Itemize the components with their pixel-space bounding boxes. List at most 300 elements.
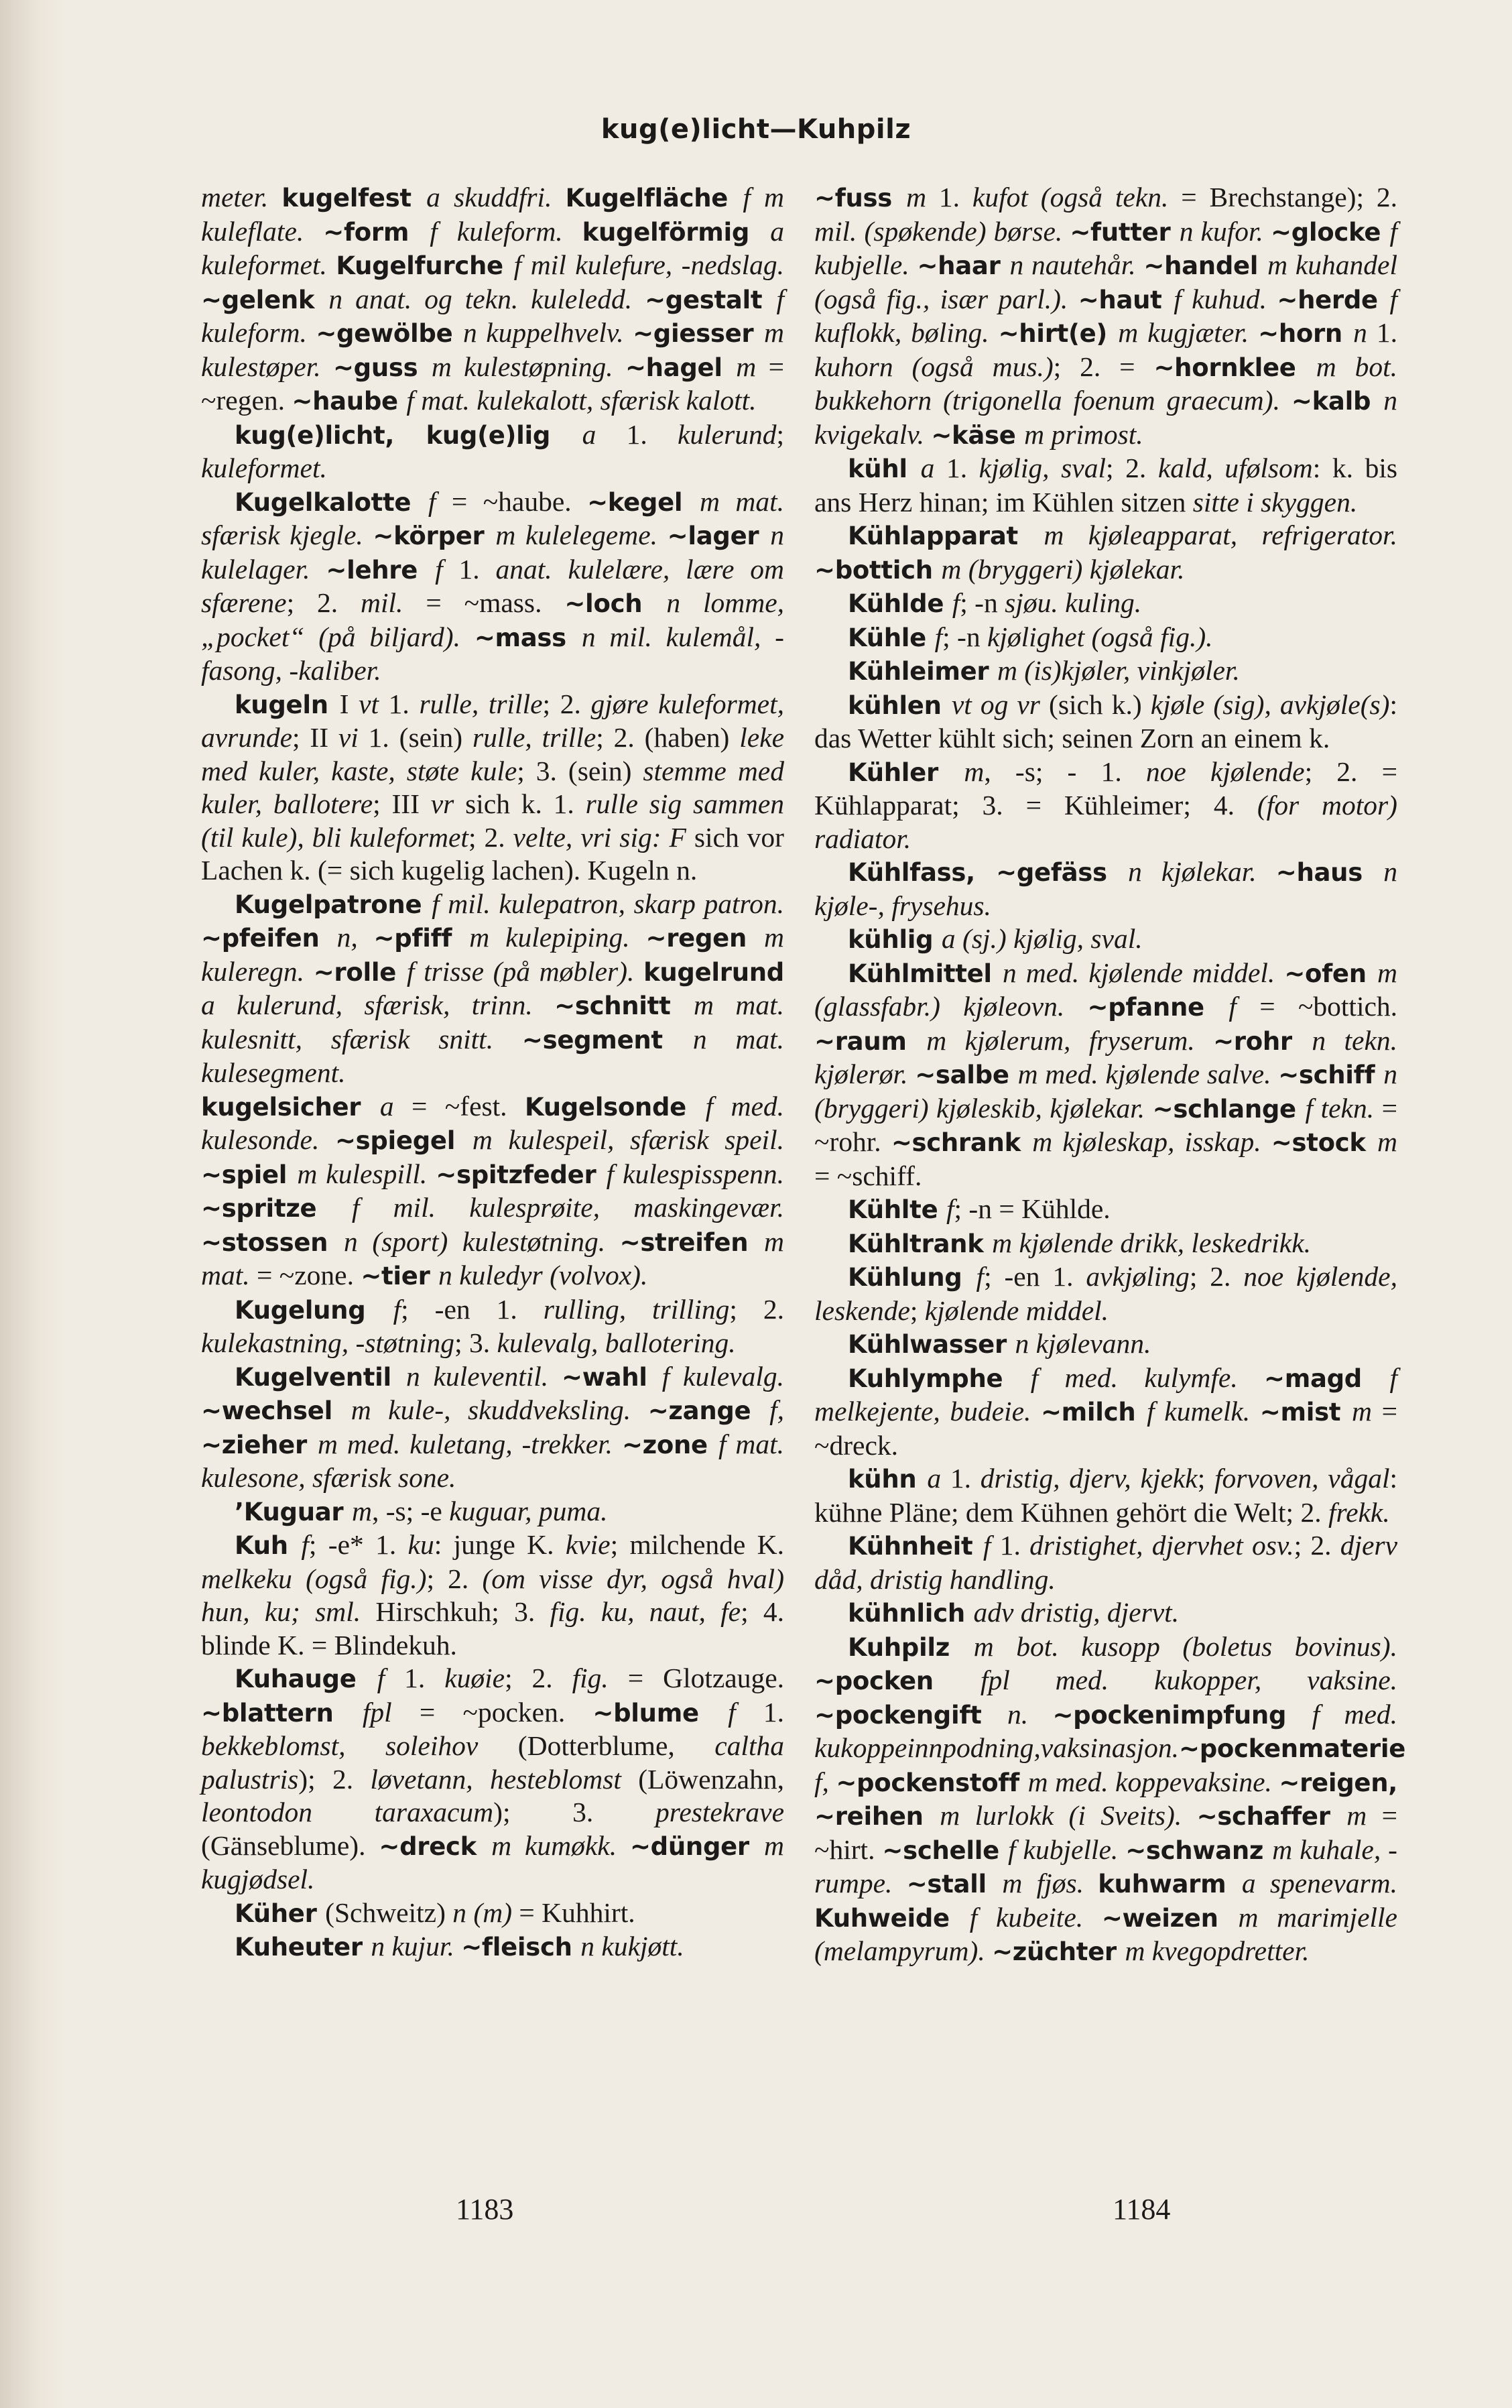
- headword: ~tier: [361, 1262, 439, 1290]
- entry-text: m (glassfabr.) kjøleovn.: [814, 957, 1397, 1022]
- entry-text: fpl: [362, 1696, 420, 1728]
- entry-text: n.: [1007, 1698, 1053, 1730]
- entry-text: djerv dåd, dristig handling.: [814, 1530, 1398, 1595]
- entry-text: n med. kjølende middel.: [1003, 957, 1285, 988]
- right-column: [814, 181, 1406, 1969]
- headword: Kugelpatrone: [235, 890, 432, 919]
- entry-text: mil.: [361, 587, 426, 618]
- entry-text: sich vor Lachen k. (= sich kugelig lachen). Kugeln n.: [201, 821, 784, 886]
- entry-text: n tekn. kjølerør.: [814, 1024, 1397, 1089]
- headword: ~rolle: [313, 957, 407, 987]
- entry-text: ; 3. (sein): [517, 755, 643, 786]
- headword: ~spiegel: [334, 1126, 472, 1155]
- entry-text: m: [1352, 1396, 1382, 1427]
- entry-text: m med. kjølende salve.: [1017, 1059, 1279, 1089]
- entry-text: m: [964, 756, 985, 787]
- entry-text: ; 2. = Kühlapparat; 3. = Kühleimer; 4.: [814, 756, 1397, 821]
- headword: ~pockenimpfung: [1052, 1700, 1312, 1730]
- entry-text: = Brechstange); 2.: [1181, 182, 1397, 213]
- headword: ~fuss: [814, 184, 907, 213]
- entry-text: m kulestøpning.: [431, 351, 625, 382]
- headword: ~körper: [373, 522, 496, 550]
- entry-text: 1.: [626, 418, 678, 450]
- dictionary-entry: [201, 485, 784, 688]
- entry-text: meter.: [201, 182, 282, 213]
- entry-text: f,: [769, 1394, 784, 1425]
- entry-text: f kuflokk, bøling.: [814, 283, 1397, 348]
- entry-text: adv dristig, djervt.: [973, 1597, 1180, 1628]
- entry-text: n mat. kulesegment.: [201, 1023, 784, 1088]
- headword: Kugelfläche: [565, 184, 743, 213]
- dictionary-entry: [814, 756, 1397, 856]
- dictionary-entry: [814, 922, 1397, 957]
- headword: ~pfanne: [1087, 993, 1229, 1022]
- entry-text: 1.: [404, 1663, 445, 1693]
- entry-text: m (bryggeri) kjølekar.: [941, 553, 1185, 585]
- entry-text: : kühne Pläne; dem Kühnen gehört die Welt; 2.: [814, 1463, 1398, 1528]
- entry-text: m kulelegeme.: [495, 520, 668, 550]
- entry-text: m mat.: [201, 1225, 784, 1290]
- headword: ~spitzfeder: [436, 1160, 607, 1189]
- entry-text: n kjølevann.: [1015, 1328, 1151, 1359]
- headword: Kühlmittel: [848, 959, 1003, 988]
- entry-text: n kuleventil.: [405, 1360, 562, 1392]
- headword: kugeln: [235, 690, 340, 719]
- headword: ~pocken: [814, 1667, 981, 1695]
- entry-text: ; 2.: [286, 587, 361, 618]
- entry-text: f med. kulymfe.: [1030, 1362, 1264, 1393]
- entry-text: m mat. kulesnitt, sfærisk snitt.: [201, 989, 784, 1055]
- headword: kühl: [848, 455, 921, 483]
- dictionary-entry: [814, 1362, 1397, 1463]
- headword: ~wahl: [562, 1362, 662, 1392]
- entry-text: rulle sig sammen (til kule), bli kuleformet: [201, 788, 784, 853]
- entry-text: fig. ku, naut, fe: [550, 1596, 741, 1627]
- entry-text: ; milchende K.: [610, 1529, 785, 1560]
- headword: ~bottich: [814, 555, 942, 585]
- dictionary-entry: [814, 1260, 1397, 1327]
- entry-text: f: [934, 621, 943, 652]
- entry-text: ; 2. (haben): [596, 722, 740, 753]
- entry-text: n kujur.: [371, 1931, 462, 1962]
- entry-text: m fjøs.: [1002, 1868, 1098, 1899]
- entry-text: m kuleregn.: [201, 922, 785, 987]
- entry-text: m: [736, 351, 769, 382]
- entry-text: f kumelk.: [1147, 1396, 1260, 1427]
- entry-text: leke med kuler, kaste, støte kule: [201, 722, 784, 786]
- entry-text: bekkeblomst, soleihov: [201, 1730, 518, 1761]
- entry-text: f kulespisspenn.: [606, 1158, 784, 1189]
- entry-text: m kumøkk.: [491, 1829, 630, 1861]
- entry-text: f mat. kulekalott, sfærisk kalott.: [406, 385, 757, 416]
- entry-text: f kuhud.: [1174, 283, 1277, 314]
- entry-text: m: [1377, 1126, 1397, 1157]
- headword: ~pfiff: [373, 924, 470, 953]
- entry-text: 1.: [999, 1530, 1030, 1561]
- entry-text: fpl med. kukopper, vaksine.: [980, 1665, 1397, 1695]
- headword: ~salbe: [915, 1061, 1018, 1089]
- headword: ~glocke: [1271, 217, 1390, 247]
- entry-text: ; 2.: [505, 1663, 572, 1693]
- dictionary-entry: [814, 1462, 1397, 1529]
- headword: ~futter: [1070, 217, 1180, 247]
- entry-text: f: [976, 1261, 985, 1292]
- headword: ~hirt(e): [998, 319, 1119, 348]
- entry-text: ; 2. =: [1053, 351, 1154, 382]
- headword: ~pfeifen: [201, 924, 337, 953]
- entry-text: (Löwenzahn,: [638, 1763, 784, 1795]
- entry-text: = ~schiff.: [814, 1160, 922, 1191]
- entry-text: m bot. kusopp (boletus bovinus).: [973, 1630, 1397, 1662]
- entry-text: f: [728, 1696, 763, 1728]
- entry-text: m lurlokk (i Sveits).: [940, 1800, 1197, 1831]
- headword: Kühlwasser: [848, 1330, 1015, 1359]
- dictionary-entry: [201, 688, 784, 888]
- headword: kugelförmig: [582, 217, 771, 247]
- entry-text: = ~hirt.: [814, 1800, 1397, 1865]
- entry-text: avkjøling: [1086, 1261, 1190, 1292]
- entry-text: ; -n = Kühlde.: [954, 1193, 1111, 1224]
- headword: Kugelkalotte: [235, 487, 428, 517]
- left-column: [201, 181, 784, 1964]
- dictionary-entry: [814, 621, 1397, 655]
- headword: ~spiel: [201, 1160, 298, 1189]
- entry-text: Hirschkuh; 3.: [375, 1596, 550, 1627]
- entry-text: (sich k.): [1049, 688, 1151, 720]
- entry-text: noe kjølende, leskende: [814, 1261, 1397, 1326]
- headword: ~lager: [667, 522, 771, 550]
- headword: Kühltrank: [848, 1229, 993, 1258]
- headword: ~schiff: [1278, 1061, 1384, 1089]
- entry-text: n kufor.: [1179, 215, 1271, 247]
- entry-text: ; -en 1.: [984, 1261, 1086, 1292]
- entry-text: prestekrave: [655, 1797, 784, 1827]
- entry-text: 1.: [1376, 317, 1397, 348]
- headword: ~horn: [1258, 319, 1354, 348]
- entry-text: m kulepiping.: [469, 922, 646, 953]
- headword: ~wechsel: [201, 1396, 351, 1425]
- headword: Kuh: [235, 1531, 302, 1560]
- entry-text: m kugjødsel.: [201, 1829, 784, 1894]
- entry-text: a skuddfri.: [426, 182, 566, 213]
- entry-text: = Glotzauge.: [627, 1663, 785, 1693]
- dictionary-entry: [814, 587, 1397, 621]
- entry-text: f mil. kulesprøite, maskingevær.: [351, 1192, 784, 1223]
- entry-text: f kulevalg.: [662, 1360, 784, 1392]
- entry-text: n kukjøtt.: [580, 1931, 684, 1962]
- entry-text: = ~dreck.: [814, 1396, 1397, 1461]
- entry-text: ;: [1197, 1463, 1214, 1494]
- entry-text: = ~haube.: [451, 485, 588, 517]
- entry-text: = ~bottich.: [1259, 991, 1398, 1022]
- headword: ~fleisch: [461, 1933, 581, 1962]
- entry-text: , -s; -e: [371, 1495, 450, 1526]
- entry-text: 1. (sein): [368, 722, 472, 753]
- headword: Kühler: [848, 758, 964, 787]
- entry-text: ; -en 1.: [401, 1293, 544, 1325]
- entry-text: m kjølerum, fryserum.: [926, 1024, 1214, 1056]
- entry-text: ; 2.: [468, 821, 513, 853]
- dictionary-entry: [201, 1662, 784, 1897]
- entry-text: m kulespill.: [297, 1158, 436, 1189]
- entry-text: n lomme, „pocket“ (på biljard).: [201, 587, 785, 652]
- entry-text: f: [983, 1530, 1000, 1561]
- entry-text: f kubeite.: [969, 1901, 1102, 1933]
- entry-text: : k. bis ans Herz hinan; im Kühlen sitzen: [814, 453, 1398, 518]
- headword: ~haar: [917, 251, 1010, 280]
- entry-text: m kulestøper.: [201, 317, 784, 382]
- entry-text: f: [377, 1663, 405, 1693]
- entry-text: m med. koppevaksine.: [1027, 1766, 1279, 1797]
- entry-text: n,: [336, 922, 374, 953]
- entry-text: f tekn.: [1305, 1092, 1382, 1124]
- entry-text: forvoven, vågal: [1214, 1463, 1390, 1494]
- entry-text: ; II: [292, 722, 338, 753]
- entry-text: n kuledyr (volvox).: [438, 1260, 648, 1290]
- entry-text: ; -e* 1.: [308, 1529, 408, 1560]
- headword: ~stossen: [201, 1227, 344, 1257]
- entry-text: leontodon taraxacum: [201, 1797, 494, 1827]
- headword: ~zone: [621, 1430, 718, 1459]
- headword: ~kegel: [587, 487, 700, 517]
- entry-text: a spenevarm.: [1241, 1868, 1398, 1899]
- entry-text: kuøie: [444, 1663, 505, 1693]
- entry-text: = ~zone.: [257, 1260, 361, 1290]
- headword: Kühlte: [848, 1195, 946, 1224]
- page-number-right: 1184: [1113, 2193, 1171, 2226]
- entry-text: rulle, trille: [419, 688, 543, 719]
- entry-text: dristig, djerv, kjekk: [980, 1463, 1198, 1494]
- headword: Kugelventil: [235, 1362, 406, 1392]
- entry-text: vr: [430, 788, 466, 819]
- dictionary-entry: [814, 1529, 1397, 1596]
- entry-text: noe kjølende: [1145, 756, 1305, 787]
- headword: ~pockenmaterie: [1179, 1734, 1406, 1763]
- entry-text: m bot. bukkehorn (trigonella foenum graecum).: [814, 351, 1398, 416]
- entry-text: n (sport) kulestøtning.: [344, 1225, 620, 1257]
- headword: ~reigen,: [1279, 1768, 1397, 1797]
- entry-text: 1.: [458, 553, 496, 585]
- dictionary-entry: [201, 1090, 784, 1293]
- entry-text: ; 2.: [426, 1563, 483, 1594]
- entry-text: sjøu. kuling.: [1005, 587, 1142, 618]
- entry-text: a: [582, 418, 627, 450]
- entry-text: melkeku (også fig.): [201, 1563, 427, 1594]
- headword: Kugelung: [235, 1295, 393, 1325]
- entry-text: (for motor) radiator.: [814, 790, 1397, 854]
- dictionary-entry: [201, 888, 784, 1090]
- dictionary-entry: [814, 1227, 1397, 1261]
- headword: ~schaffer: [1196, 1802, 1347, 1831]
- dictionary-entry: [814, 181, 1397, 452]
- entry-text: n nautehår.: [1009, 249, 1144, 280]
- entry-text: kuguar, puma.: [449, 1495, 608, 1526]
- entry-text: I: [339, 688, 359, 719]
- entry-text: : das Wetter kühlt sich; seinen Zorn an einem k.: [814, 688, 1398, 754]
- book-spine-shadow: [0, 0, 64, 2408]
- headword: Kühle: [848, 623, 935, 652]
- dictionary-entry: [201, 1897, 784, 1931]
- entry-text: frekk.: [1328, 1496, 1390, 1528]
- headword: ~loch: [564, 589, 667, 618]
- headword: ~guss: [332, 353, 432, 382]
- entry-text: = ~pocken.: [419, 1696, 593, 1728]
- dictionary-entry: [814, 519, 1397, 587]
- entry-text: rulling, trilling: [543, 1293, 730, 1325]
- entry-text: m marimjelle (melampyrum).: [814, 1901, 1397, 1966]
- headword: ~gefäss: [996, 858, 1129, 887]
- entry-text: rulle, trille: [472, 722, 596, 753]
- entry-text: n anat. og tekn. kuleledd.: [328, 283, 645, 314]
- headword: ~pockenstoff: [836, 1768, 1028, 1797]
- entry-text: a kuleformet.: [201, 215, 784, 280]
- headword: ~rohr: [1213, 1026, 1312, 1056]
- entry-text: = Kuhhirt.: [519, 1897, 635, 1928]
- headword: ~stall: [906, 1870, 1003, 1899]
- entry-text: vt og vr: [951, 688, 1049, 720]
- entry-text: ; -n: [942, 621, 987, 652]
- headword: Kühlfass,: [848, 858, 997, 887]
- entry-text: n kjølekar.: [1128, 856, 1276, 887]
- entry-text: a: [920, 453, 946, 483]
- entry-text: kufot (også tekn.: [972, 182, 1182, 213]
- entry-text: f mil kulefure, -nedslag.: [513, 249, 784, 280]
- headword: kugelrund: [643, 957, 784, 987]
- entry-text: sitte i skyggen.: [1192, 486, 1358, 518]
- headword: ~dünger: [629, 1831, 765, 1861]
- headword: ~schrank: [891, 1128, 1033, 1157]
- entry-text: (Gänseblume).: [201, 1829, 379, 1861]
- headword: ~käse: [931, 420, 1025, 450]
- entry-text: f kuleform.: [201, 283, 785, 348]
- headword: Kühleimer: [848, 657, 997, 686]
- dictionary-entry: [814, 1193, 1397, 1227]
- headword: ~milch: [1040, 1398, 1147, 1427]
- headword: ~raum: [814, 1026, 927, 1056]
- entry-text: n kvigekalv.: [814, 385, 1398, 450]
- headword: ’Kuguar: [235, 1497, 352, 1526]
- entry-text: n kjøle-, frysehus.: [814, 856, 1397, 921]
- headword: kühlen: [848, 690, 952, 720]
- entry-text: m primost.: [1024, 418, 1143, 450]
- entry-text: 1.: [946, 453, 979, 483]
- entry-text: ; 2.: [1294, 1530, 1340, 1561]
- entry-text: a kulerund, sfærisk, trinn.: [201, 989, 555, 1020]
- headword: ~form: [323, 217, 430, 247]
- headword: ~segment: [521, 1025, 693, 1055]
- headword: ~zieher: [201, 1430, 318, 1459]
- headword: ~zange: [647, 1396, 770, 1425]
- entry-text: stemme med kuler, ballotere: [201, 755, 784, 819]
- entry-text: n (m): [452, 1897, 519, 1928]
- entry-text: (om visse dyr, også hval) hun, ku; sml.: [201, 1563, 785, 1627]
- headword: ~stock: [1271, 1128, 1378, 1157]
- entry-text: vi: [338, 722, 369, 753]
- headword: ~pockengift: [814, 1700, 1008, 1730]
- entry-text: m (is)kjøler, vinkjøler.: [997, 655, 1240, 686]
- headword: kühlig: [848, 925, 942, 954]
- entry-text: kjølende middel.: [924, 1295, 1109, 1326]
- headword: Kühlung: [848, 1263, 976, 1292]
- entry-text: m kuhale, -rumpe.: [814, 1833, 1397, 1899]
- entry-text: (Dotterblume,: [517, 1730, 715, 1761]
- entry-text: vt: [359, 688, 389, 719]
- entry-text: m kulespeil, sfærisk speil.: [472, 1124, 784, 1155]
- headword: kuhwarm: [1098, 1870, 1242, 1899]
- headword: ~regen: [645, 924, 765, 953]
- headword: Küher: [235, 1899, 326, 1928]
- headword: Kuhweide: [814, 1903, 970, 1933]
- headword: ~streifen: [619, 1227, 765, 1257]
- entry-text: f: [952, 587, 960, 618]
- entry-text: n (bryggeri) kjøleskib, kjølekar.: [814, 1059, 1397, 1124]
- entry-text: m kjøleskap, isskap.: [1032, 1126, 1271, 1157]
- page-number-left: 1183: [456, 2193, 514, 2226]
- entry-text: ); 2.: [298, 1763, 371, 1795]
- entry-text: n: [1353, 317, 1377, 348]
- entry-text: mil. (spøkende) børse.: [814, 215, 1070, 247]
- entry-text: m kvegopdretter.: [1125, 1935, 1310, 1966]
- entry-text: caltha palustris: [201, 1730, 784, 1795]
- entry-text: f trisse (på møbler).: [406, 955, 644, 987]
- dictionary-entry: [814, 855, 1397, 922]
- entry-text: = ~mass.: [426, 587, 565, 618]
- headword: kug(e)licht, kug(e)lig: [235, 420, 582, 450]
- entry-text: velte, vri sig: F: [513, 821, 694, 853]
- entry-text: f,: [814, 1766, 836, 1797]
- entry-text: ; 2.: [729, 1293, 784, 1325]
- headword: ~züchter: [992, 1937, 1125, 1966]
- entry-text: m kuhandel (også fig., især parl.).: [814, 249, 1398, 314]
- entry-text: (Schweitz): [325, 1897, 453, 1928]
- headword: ~weizen: [1101, 1903, 1239, 1933]
- entry-text: løvetann, hesteblomst: [370, 1763, 639, 1795]
- entry-text: f kubjelle.: [1008, 1833, 1126, 1865]
- entry-text: f med. kukoppeinnpodning,vaksinasjon.: [814, 1698, 1397, 1763]
- dictionary-entry: [201, 181, 784, 418]
- entry-text: f mat. kulesone, sfærisk sone.: [201, 1428, 784, 1493]
- entry-text: f mil. kulepatron, skarp patron.: [432, 888, 784, 919]
- headword: ~gestalt: [645, 285, 777, 314]
- headword: kühn: [848, 1465, 928, 1494]
- headword: ~schnitt: [554, 991, 694, 1020]
- headword: ~kalb: [1291, 387, 1384, 416]
- entry-text: m: [351, 1495, 372, 1526]
- headword: ~schlange: [1152, 1094, 1306, 1124]
- entry-text: f: [301, 1529, 309, 1560]
- entry-text: = ~regen.: [201, 351, 784, 416]
- entry-text: kulekastning, -støtning: [201, 1327, 455, 1358]
- entry-text: 1.: [950, 1463, 981, 1494]
- running-header: kug(e)licht—Kuhpilz: [601, 114, 911, 145]
- headword: Kühlapparat: [848, 522, 1044, 550]
- headword: kugelsicher: [201, 1092, 380, 1122]
- headword: ~hornklee: [1153, 353, 1316, 382]
- headword: ~hagel: [625, 353, 737, 382]
- entry-text: f: [393, 1293, 401, 1325]
- entry-text: a: [379, 1090, 412, 1122]
- entry-text: m kjølende drikk, leskedrikk.: [992, 1227, 1312, 1258]
- headword: ~handel: [1143, 251, 1268, 280]
- headword: Kuhauge: [235, 1665, 377, 1693]
- entry-text: a: [927, 1463, 950, 1494]
- entry-text: ;: [909, 1295, 925, 1326]
- headword: ~gelenk: [201, 285, 329, 314]
- headword: ~haube: [292, 387, 407, 416]
- entry-text: ; 2.: [1189, 1261, 1244, 1292]
- entry-text: m: [906, 182, 939, 213]
- entry-text: gjøre kuleformet, avrunde: [201, 688, 785, 753]
